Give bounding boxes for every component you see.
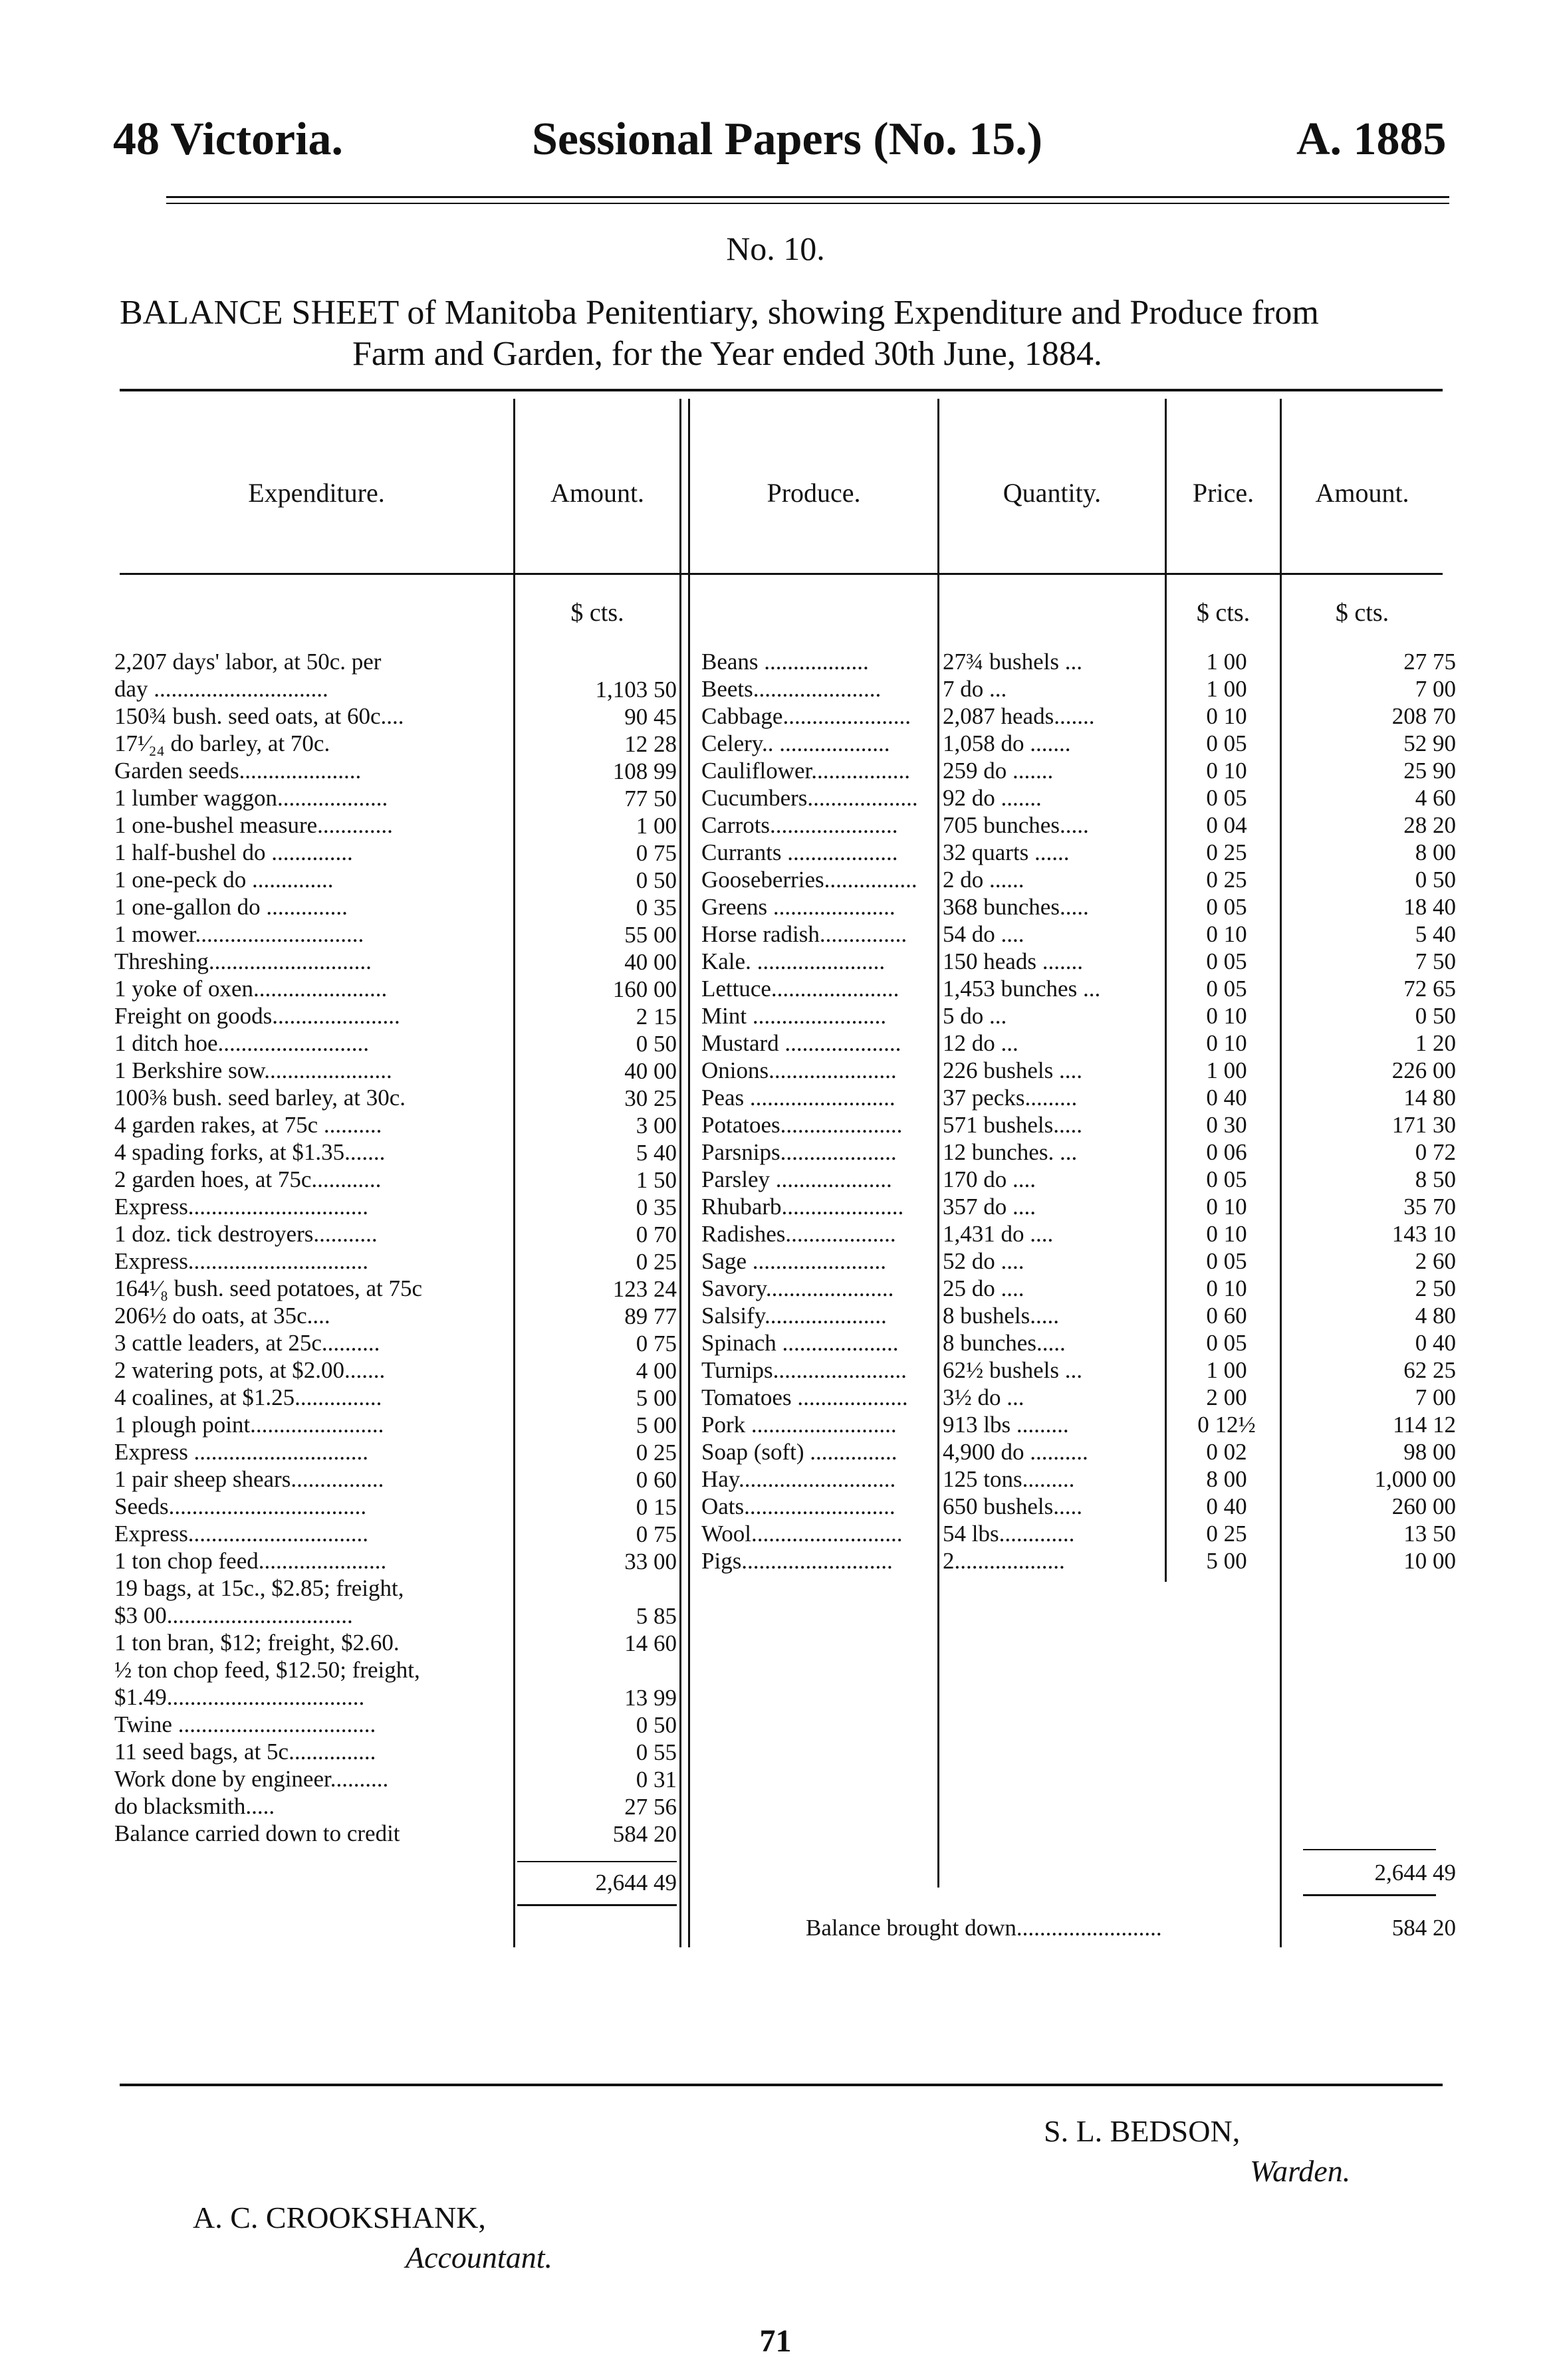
header-volume: 48 Victoria.	[113, 114, 344, 165]
units-price: $ cts.	[1196, 599, 1251, 627]
produce-quantity: 170 do ....	[943, 1166, 1036, 1192]
expenditure-amount: 77 50	[624, 786, 677, 811]
header-rule-top	[166, 196, 1449, 198]
expenditure-item: 100⅜ bush. seed barley, at 30c.	[114, 1085, 406, 1111]
page-number: 71	[759, 2324, 792, 2359]
produce-quantity: 25 do ....	[943, 1275, 1024, 1301]
produce-item: Cauliflower.................	[701, 758, 910, 784]
produce-quantity: 52 do ....	[943, 1248, 1024, 1274]
produce-amount: 28 20	[1403, 812, 1456, 838]
produce-price: 0 10	[1206, 1030, 1247, 1056]
expenditure-amount: 0 55	[636, 1739, 677, 1765]
expenditure-amount: 90 45	[624, 704, 677, 730]
expenditure-amount: 12 28	[624, 731, 677, 757]
produce-amount: 8 50	[1415, 1166, 1456, 1192]
produce-price: 0 10	[1206, 921, 1247, 947]
expenditure-item: Seeds..................................	[114, 1493, 367, 1519]
produce-amount-list	[1303, 648, 1468, 1574]
produce-item: Lettuce......................	[701, 976, 899, 1002]
expenditure-total: 2,644 49	[595, 1870, 677, 1895]
expenditure-item: 3 cattle leaders, at 25c..........	[114, 1330, 380, 1356]
expenditure-item: 1 doz. tick destroyers...........	[114, 1221, 378, 1247]
produce-amount: 98 00	[1403, 1439, 1456, 1465]
produce-amount: 0 50	[1415, 867, 1456, 893]
expenditure-item: 1 half-bushel do ..............	[114, 839, 353, 865]
produce-item: Celery.. ...................	[701, 730, 890, 756]
produce-amount: 171 30	[1391, 1112, 1456, 1138]
expenditure-item: 1 ton bran, $12; freight, $2.60.	[114, 1630, 400, 1656]
expenditure-item: 150¾ bush. seed oats, at 60c....	[114, 703, 404, 729]
produce-quantity: 7 do ...	[943, 676, 1007, 702]
produce-price: 0 06	[1206, 1139, 1247, 1165]
produce-amount: 35 70	[1403, 1194, 1456, 1220]
produce-price: 0 02	[1206, 1439, 1247, 1465]
units-amount: $ cts.	[570, 599, 624, 627]
expenditure-item: 1 one-bushel measure.............	[114, 812, 393, 838]
expenditure-item: 17¹⁄₂₄ do barley, at 70c.	[114, 730, 330, 756]
expenditure-item: 1 mower.............................	[114, 921, 364, 947]
expenditure-amount: 55 00	[624, 922, 677, 948]
produce-quantity: 226 bushels ....	[943, 1057, 1082, 1083]
produce-item: Savory......................	[701, 1275, 894, 1301]
produce-amount: 2 60	[1415, 1248, 1456, 1274]
expenditure-item: ½ ton chop feed, $12.50; freight,	[114, 1657, 420, 1683]
table-top-rule	[120, 389, 1443, 391]
produce-item: Potatoes.....................	[701, 1112, 903, 1138]
expenditure-item: Garden seeds.....................	[114, 758, 362, 784]
produce-price: 0 10	[1206, 758, 1247, 784]
produce-price: 0 05	[1206, 948, 1247, 974]
produce-price: 0 05	[1206, 1248, 1247, 1274]
produce-price: 0 25	[1206, 867, 1247, 893]
expenditure-item: Threshing............................	[114, 948, 372, 974]
produce-item: Currants ...................	[701, 839, 898, 865]
produce-amount: 8 00	[1415, 839, 1456, 865]
produce-item: Pigs..........................	[701, 1548, 893, 1574]
divider-exp-amount	[513, 399, 515, 1947]
expenditure-amount: 27 56	[624, 1794, 677, 1820]
produce-amount: 0 72	[1415, 1139, 1456, 1165]
produce-amount: 7 00	[1415, 676, 1456, 702]
produce-quantity: 1,431 do ....	[943, 1221, 1054, 1247]
produce-price: 0 05	[1206, 1166, 1247, 1192]
produce-quantity: 259 do .......	[943, 758, 1054, 784]
expenditure-item: 1 ditch hoe..........................	[114, 1030, 370, 1056]
produce-price: 0 05	[1206, 730, 1247, 756]
produce-amount: 143 10	[1391, 1221, 1456, 1247]
produce-quantity: 62½ bushels ...	[943, 1357, 1082, 1383]
expenditure-amount: 0 25	[636, 1440, 677, 1465]
produce-amount: 7 50	[1415, 948, 1456, 974]
expenditure-amount	[517, 1657, 677, 1684]
header-sessional-papers: Sessional Papers (No. 15.)	[532, 114, 1043, 165]
produce-item: Horse radish...............	[701, 921, 907, 947]
produce-item: Turnips.......................	[701, 1357, 907, 1383]
produce-price: 0 12½	[1197, 1412, 1256, 1438]
produce-price: 0 10	[1206, 1003, 1247, 1029]
produce-price: 0 04	[1206, 812, 1247, 838]
produce-price: 1 00	[1206, 1057, 1247, 1083]
produce-amount: 27 75	[1403, 649, 1456, 675]
expenditure-amount: 0 75	[636, 1331, 677, 1356]
title-line-1: BALANCE SHEET of Manitoba Penitentiary, showing Expenditure and Produce from	[120, 294, 1319, 332]
expenditure-amount: 0 75	[636, 1521, 677, 1547]
produce-price: 0 25	[1206, 1521, 1247, 1547]
produce-amount: 14 80	[1403, 1085, 1456, 1111]
produce-quantity: 8 bushels.....	[943, 1303, 1059, 1329]
produce-price: 0 05	[1206, 1330, 1247, 1356]
expenditure-item: Twine ..................................	[114, 1711, 376, 1737]
expenditure-item: Freight on goods......................	[114, 1003, 400, 1029]
title-line-2: Farm and Garden, for the Year ended 30th June, 1884.	[352, 335, 1102, 373]
expenditure-list	[114, 648, 507, 1847]
price-list	[1170, 648, 1283, 1574]
produce-item: Tomatoes ...................	[701, 1384, 908, 1410]
warden-title: Warden.	[1250, 2154, 1351, 2188]
produce-amount: 5 40	[1415, 921, 1456, 947]
produce-item: Cabbage......................	[701, 703, 911, 729]
units-amount-2: $ cts.	[1335, 599, 1389, 627]
produce-amount: 1 20	[1415, 1030, 1456, 1056]
expenditure-amount: 33 00	[624, 1549, 677, 1574]
expenditure-item: 1 Berkshire sow......................	[114, 1057, 392, 1083]
expenditure-amount: 5 00	[636, 1412, 677, 1438]
produce-item: Radishes...................	[701, 1221, 896, 1247]
produce-price: 5 00	[1206, 1548, 1247, 1574]
produce-amount: 62 25	[1403, 1357, 1456, 1383]
produce-amount: 4 60	[1415, 785, 1456, 811]
expenditure-item: 2 garden hoes, at 75c............	[114, 1166, 382, 1192]
divider-quantity-price	[1165, 399, 1167, 1582]
produce-quantity: 12 do ...	[943, 1030, 1018, 1056]
produce-item: Mint .......................	[701, 1003, 887, 1029]
produce-price: 1 00	[1206, 649, 1247, 675]
produce-item: Oats..........................	[701, 1493, 895, 1519]
expenditure-amount: 1,103 50	[595, 677, 677, 703]
table-number: No. 10.	[726, 230, 825, 267]
expenditure-item: do blacksmith.....	[114, 1793, 275, 1819]
produce-item: Beans ..................	[701, 649, 869, 675]
produce-item: Spinach ....................	[701, 1330, 899, 1356]
expenditure-item: $1.49..................................	[114, 1684, 365, 1710]
produce-price: 0 10	[1206, 703, 1247, 729]
balance-brought-down-amount: 584 20	[1391, 1915, 1456, 1941]
produce-quantity: 368 bunches.....	[943, 894, 1089, 920]
amount-list	[517, 676, 689, 1848]
expenditure-item: 11 seed bags, at 5c...............	[114, 1739, 376, 1765]
expenditure-amount: 584 20	[612, 1821, 677, 1847]
produce-amount: 1,000 00	[1374, 1466, 1456, 1492]
col-quantity: Quantity.	[1003, 478, 1102, 508]
expenditure-total-double-rule	[517, 1904, 677, 1906]
produce-amount: 0 50	[1415, 1003, 1456, 1029]
accountant-title: Accountant.	[406, 2240, 552, 2274]
expenditure-amount: 0 70	[636, 1222, 677, 1247]
produce-amount: 114 12	[1393, 1412, 1456, 1438]
expenditure-item: 4 coalines, at $1.25...............	[114, 1384, 382, 1410]
produce-quantity: 2...................	[943, 1548, 1065, 1574]
produce-price: 0 05	[1206, 976, 1247, 1002]
produce-item: Greens .....................	[701, 894, 895, 920]
expenditure-item: 164¹⁄₈ bush. seed potatoes, at 75c	[114, 1275, 423, 1301]
produce-quantity: 571 bushels.....	[943, 1112, 1082, 1138]
expenditure-amount: 3 00	[636, 1113, 677, 1138]
expenditure-amount: 123 24	[612, 1276, 677, 1302]
produce-quantity: 4,900 do ..........	[943, 1439, 1088, 1465]
expenditure-amount: 160 00	[612, 976, 677, 1002]
produce-quantity: 92 do .......	[943, 785, 1042, 811]
produce-item: Parsley ....................	[701, 1166, 892, 1192]
produce-total-double-rule	[1303, 1894, 1436, 1896]
expenditure-amount: 0 50	[636, 1031, 677, 1057]
expenditure-amount: 4 00	[636, 1358, 677, 1384]
table-bottom-rule	[120, 2084, 1443, 2086]
produce-item: Wool..........................	[701, 1521, 903, 1547]
produce-amount: 13 50	[1403, 1521, 1456, 1547]
produce-item: Carrots......................	[701, 812, 898, 838]
expenditure-amount: 0 35	[636, 895, 677, 920]
expenditure-amount: 5 40	[636, 1140, 677, 1166]
expenditure-item: 4 spading forks, at $1.35.......	[114, 1139, 386, 1165]
produce-quantity: 54 do ....	[943, 921, 1024, 947]
expenditure-amount: 0 15	[636, 1494, 677, 1520]
expenditure-amount: 1 50	[636, 1167, 677, 1193]
col-price: Price.	[1192, 478, 1254, 508]
produce-item: Beets......................	[701, 676, 882, 702]
expenditure-item: 206½ do oats, at 35c....	[114, 1303, 330, 1329]
produce-price: 0 10	[1206, 1194, 1247, 1220]
produce-item: Onions......................	[701, 1057, 897, 1083]
header-rule-bottom	[166, 203, 1449, 204]
col-produce: Produce.	[767, 478, 861, 508]
balance-brought-down-label: Balance brought down.........................	[806, 1915, 1162, 1941]
expenditure-amount: 40 00	[624, 949, 677, 975]
expenditure-item: 1 yoke of oxen.......................	[114, 976, 388, 1002]
expenditure-item: day ..............................	[114, 676, 328, 702]
produce-amount: 72 65	[1403, 976, 1456, 1002]
expenditure-amount: 89 77	[624, 1303, 677, 1329]
expenditure-item: 1 pair sheep shears................	[114, 1466, 384, 1492]
expenditure-item: 19 bags, at 15c., $2.85; freight,	[114, 1575, 404, 1601]
expenditure-amount: 0 50	[636, 1712, 677, 1738]
produce-price: 0 40	[1206, 1493, 1247, 1519]
produce-quantity: 27¾ bushels ...	[943, 649, 1082, 675]
produce-quantity: 8 bunches.....	[943, 1330, 1066, 1356]
expenditure-amount: 14 60	[624, 1630, 677, 1656]
expenditure-item: $3 00................................	[114, 1602, 353, 1628]
expenditure-item: 2 watering pots, at $2.00.......	[114, 1357, 386, 1383]
warden-name: S. L. BEDSON,	[1044, 2114, 1241, 2148]
produce-amount: 2 50	[1415, 1275, 1456, 1301]
produce-list	[701, 648, 941, 1574]
produce-item: Rhubarb.....................	[701, 1194, 904, 1220]
produce-price: 0 30	[1206, 1112, 1247, 1138]
produce-quantity: 1,453 bunches ...	[943, 976, 1101, 1002]
produce-item: Hay...........................	[701, 1466, 896, 1492]
produce-amount: 7 00	[1415, 1384, 1456, 1410]
expenditure-amount: 1 00	[636, 813, 677, 839]
produce-amount: 226 00	[1391, 1057, 1456, 1083]
col-expenditure: Expenditure.	[248, 478, 385, 508]
expenditure-item: 1 lumber waggon...................	[114, 785, 388, 811]
expenditure-item: 4 garden rakes, at 75c ..........	[114, 1112, 382, 1138]
produce-quantity: 1,058 do .......	[943, 730, 1071, 756]
produce-price: 2 00	[1206, 1384, 1247, 1410]
produce-amount: 260 00	[1391, 1493, 1456, 1519]
expenditure-item: Work done by engineer..........	[114, 1766, 389, 1792]
produce-item: Kale. ......................	[701, 948, 886, 974]
expenditure-item: Express...............................	[114, 1194, 369, 1220]
produce-item: Mustard ....................	[701, 1030, 901, 1056]
produce-quantity: 150 heads .......	[943, 948, 1083, 974]
expenditure-amount: 2 15	[636, 1004, 677, 1029]
produce-item: Cucumbers...................	[701, 785, 918, 811]
produce-total-rule	[1303, 1849, 1436, 1850]
produce-quantity: 650 bushels.....	[943, 1493, 1082, 1519]
col-amount: Amount.	[550, 478, 645, 508]
produce-amount: 4 80	[1415, 1303, 1456, 1329]
produce-quantity: 5 do ...	[943, 1003, 1007, 1029]
expenditure-amount: 30 25	[624, 1085, 677, 1111]
produce-item: Gooseberries................	[701, 867, 917, 893]
expenditure-item: 1 ton chop feed......................	[114, 1548, 387, 1574]
produce-item: Pork .........................	[701, 1412, 897, 1438]
expenditure-amount	[517, 1575, 677, 1602]
produce-amount: 0 40	[1415, 1330, 1456, 1356]
produce-price: 1 00	[1206, 676, 1247, 702]
expenditure-total-rule	[517, 1861, 677, 1862]
expenditure-amount: 0 31	[636, 1767, 677, 1792]
produce-quantity: 37 pecks.........	[943, 1085, 1078, 1111]
produce-quantity: 2 do ......	[943, 867, 1024, 893]
produce-amount: 52 90	[1403, 730, 1456, 756]
expenditure-item: Express...............................	[114, 1521, 369, 1547]
produce-quantity: 913 lbs .........	[943, 1412, 1069, 1438]
produce-price: 0 05	[1206, 894, 1247, 920]
expenditure-item: Balance carried down to credit	[114, 1820, 400, 1846]
produce-price: 0 10	[1206, 1275, 1247, 1301]
produce-amount: 25 90	[1403, 758, 1456, 784]
produce-price: 0 40	[1206, 1085, 1247, 1111]
quantity-list	[943, 648, 1162, 1574]
produce-amount: 208 70	[1391, 703, 1456, 729]
expenditure-amount: 13 99	[624, 1685, 677, 1711]
produce-price: 8 00	[1206, 1466, 1247, 1492]
expenditure-amount: 0 50	[636, 867, 677, 893]
produce-price: 0 60	[1206, 1303, 1247, 1329]
header-year: A. 1885	[1296, 114, 1447, 165]
produce-quantity: 705 bunches.....	[943, 812, 1089, 838]
produce-quantity: 54 lbs.............	[943, 1521, 1075, 1547]
produce-item: Soap (soft) ...............	[701, 1439, 897, 1465]
produce-quantity: 3½ do ...	[943, 1384, 1024, 1410]
expenditure-amount: 0 75	[636, 840, 677, 866]
produce-price: 0 10	[1206, 1221, 1247, 1247]
produce-item: Parsnips....................	[701, 1139, 897, 1165]
expenditure-amount: 40 00	[624, 1058, 677, 1084]
expenditure-item: 1 one-peck do ..............	[114, 867, 334, 893]
produce-item: Peas .........................	[701, 1085, 895, 1111]
expenditure-item: 2,207 days' labor, at 50c. per	[114, 649, 382, 675]
expenditure-item: Express...............................	[114, 1248, 369, 1274]
produce-total: 2,644 49	[1374, 1860, 1456, 1886]
produce-quantity: 357 do ....	[943, 1194, 1036, 1220]
produce-price: 1 00	[1206, 1357, 1247, 1383]
expenditure-amount: 5 85	[636, 1603, 677, 1629]
produce-quantity: 2,087 heads.......	[943, 703, 1095, 729]
expenditure-amount: 5 00	[636, 1385, 677, 1411]
produce-quantity: 32 quarts ......	[943, 839, 1070, 865]
produce-item: Salsify.....................	[701, 1303, 887, 1329]
produce-quantity: 125 tons.........	[943, 1466, 1075, 1492]
produce-item: Sage .......................	[701, 1248, 887, 1274]
produce-price: 0 05	[1206, 785, 1247, 811]
expenditure-amount: 0 25	[636, 1249, 677, 1275]
produce-amount: 10 00	[1403, 1548, 1456, 1574]
accountant-name: A. C. CROOKSHANK,	[193, 2201, 486, 2234]
expenditure-item: Express ..............................	[114, 1439, 369, 1465]
produce-quantity: 12 bunches. ...	[943, 1139, 1078, 1165]
expenditure-item: 1 plough point.......................	[114, 1412, 384, 1438]
col-amount-2: Amount.	[1315, 478, 1409, 508]
produce-price: 0 25	[1206, 839, 1247, 865]
header-bottom-rule	[120, 573, 1443, 575]
expenditure-amount: 0 60	[636, 1467, 677, 1493]
produce-amount: 18 40	[1403, 894, 1456, 920]
expenditure-amount: 0 35	[636, 1194, 677, 1220]
expenditure-item: 1 one-gallon do ..............	[114, 894, 348, 920]
expenditure-amount: 108 99	[612, 758, 677, 784]
